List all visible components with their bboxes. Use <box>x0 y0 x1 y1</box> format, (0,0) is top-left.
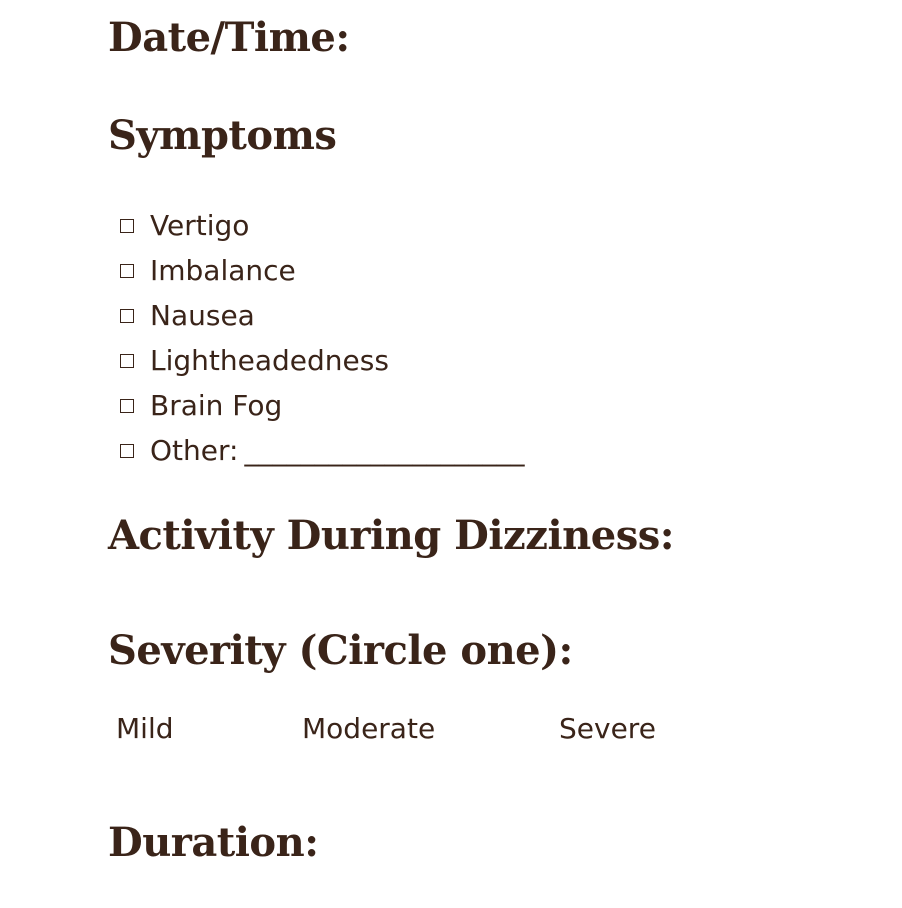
symptom-checklist <box>118 203 524 473</box>
checkbox-icon[interactable] <box>120 264 134 278</box>
symptom-item-brain-fog[interactable] <box>118 383 524 428</box>
symptom-label: Nausea <box>150 299 255 332</box>
symptom-item-vertigo[interactable] <box>118 203 524 248</box>
severity-option-moderate[interactable]: Moderate <box>302 712 436 745</box>
symptom-item-nausea[interactable] <box>118 293 524 338</box>
symptoms-heading: Symptoms <box>108 112 337 159</box>
symptom-label: Other: <box>150 434 239 467</box>
checkbox-icon[interactable] <box>120 444 134 458</box>
checkbox-icon[interactable] <box>120 399 134 413</box>
datetime-heading: Date/Time: <box>108 14 350 61</box>
activity-heading: Activity During Dizziness: <box>108 512 675 559</box>
other-blank-line[interactable]: ____________________ <box>244 434 525 467</box>
symptom-item-lightheadedness[interactable] <box>118 338 524 383</box>
checkbox-icon[interactable] <box>120 309 134 323</box>
symptom-label: Lightheadedness <box>150 344 389 377</box>
symptom-item-other[interactable] <box>118 428 524 473</box>
symptom-label: Vertigo <box>150 209 250 242</box>
severity-option-mild[interactable]: Mild <box>116 712 174 745</box>
symptom-label: Imbalance <box>150 254 296 287</box>
symptom-label: Brain Fog <box>150 389 283 422</box>
checkbox-icon[interactable] <box>120 219 134 233</box>
checkbox-icon[interactable] <box>120 354 134 368</box>
symptom-item-imbalance[interactable] <box>118 248 524 293</box>
duration-heading: Duration: <box>108 819 319 866</box>
severity-heading: Severity (Circle one): <box>108 627 573 674</box>
severity-option-severe[interactable]: Severe <box>559 712 656 745</box>
